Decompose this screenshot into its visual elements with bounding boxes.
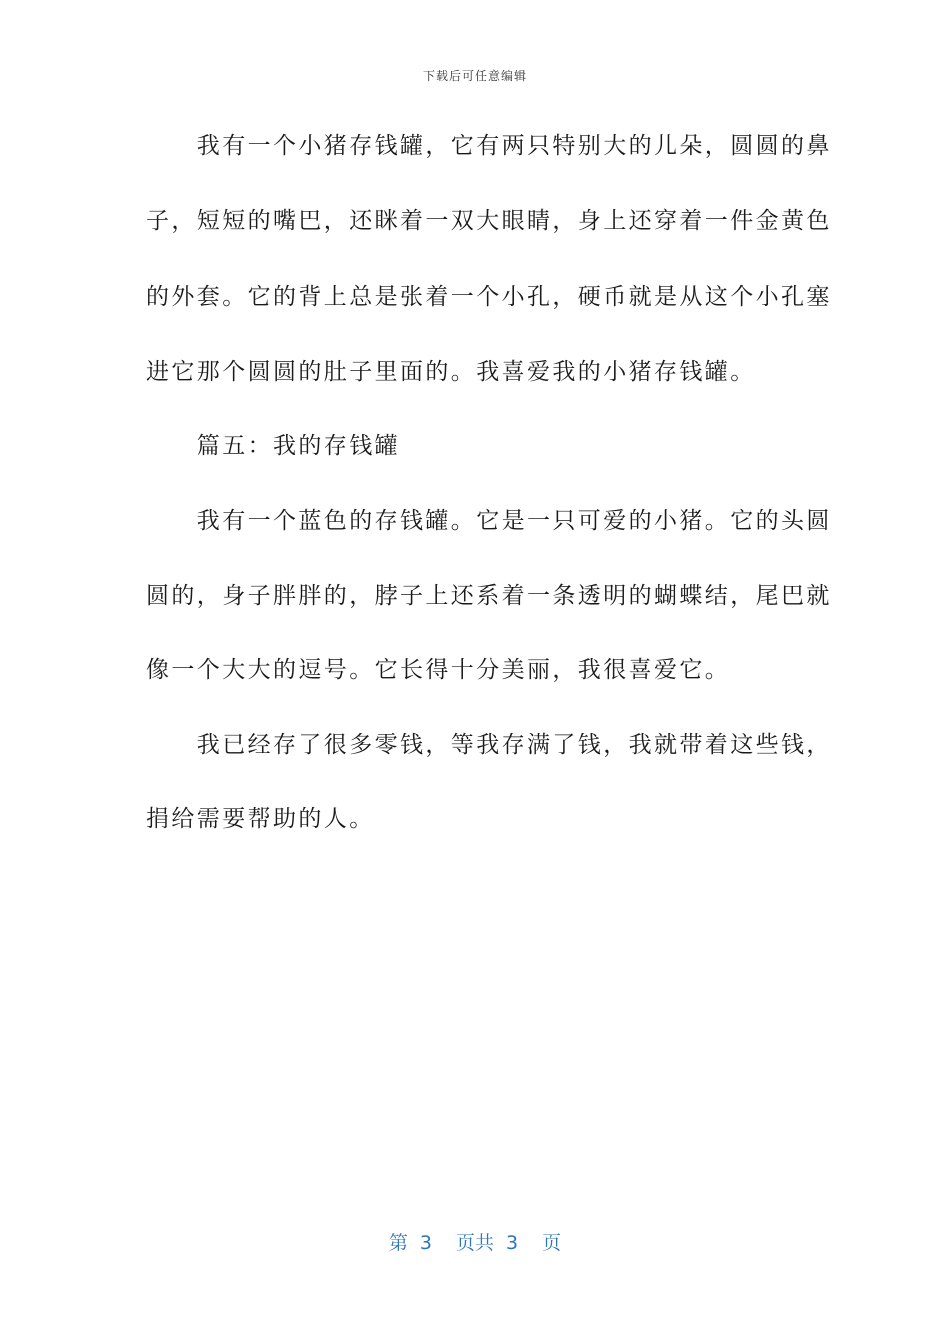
page-middle: 页共 [455,1232,494,1254]
text-line-10: 捐给需要帮助的人。 [146,806,375,832]
text-line-2: 子，短短的嘴巴，还眯着一双大眼睛，身上还穿着一件金黄色 [146,208,832,234]
page-footer [0,1228,950,1255]
download-note: 下载后可任意编辑 [422,69,527,83]
total-pages-number: 3 [506,1232,519,1254]
text-line-9: 我已经存了很多零钱，等我存满了钱，我就带着这些钱， [146,732,832,758]
page-prefix: 第 [388,1232,408,1254]
section-heading: 篇五：我的存钱罐 [146,433,400,459]
text-line-7: 圆的，身子胖胖的，脖子上还系着一条透明的蝴蝶结，尾巴就 [146,583,832,609]
text-line-6: 我有一个蓝色的存钱罐。它是一只可爱的小猪。它的头圆 [146,508,832,534]
text-line-1: 我有一个小猪存钱罐，它有两只特别大的儿朵，圆圆的鼻 [146,133,832,159]
text-line-4: 进它那个圆圆的肚子里面的。我喜爱我的小猪存钱罐。 [146,359,756,385]
text-line-8: 像一个大大的逗号。它长得十分美丽，我很喜爱它。 [146,657,731,683]
text-line-3: 的外套。它的背上总是张着一个小孔，硬币就是从这个小孔塞 [146,284,832,310]
page-suffix: 页 [542,1232,562,1254]
current-page-number: 3 [419,1232,432,1254]
